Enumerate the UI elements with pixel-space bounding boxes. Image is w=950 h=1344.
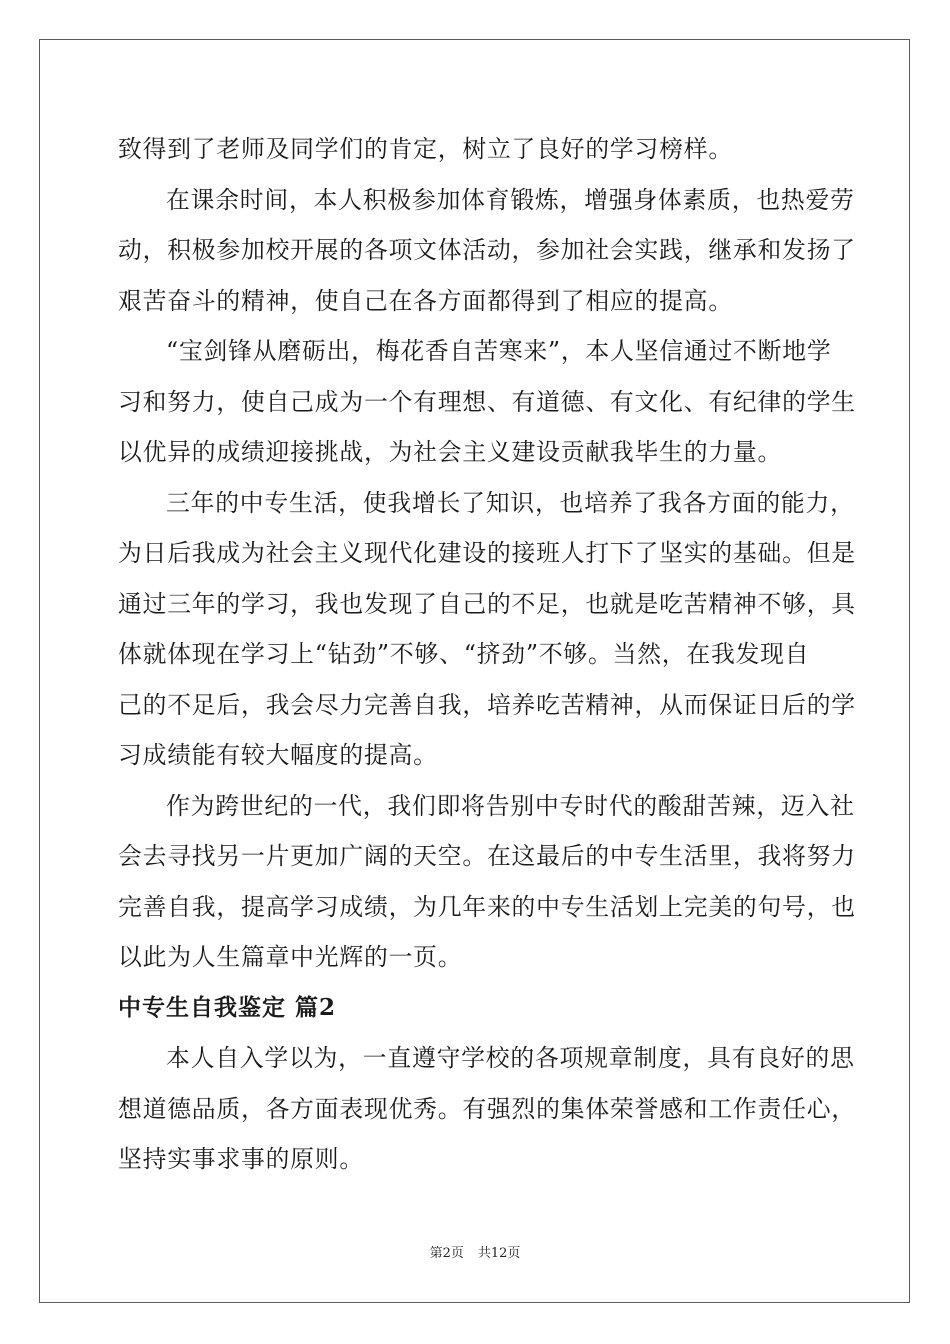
text-line: 作为跨世纪的一代，我们即将告别中专时代的酸甜苦辣，迈入社 <box>166 791 855 820</box>
paragraph-1 <box>118 124 834 175</box>
text-line: 致得到了老师及同学们的肯定，树立了良好的学习榜样。 <box>118 135 733 163</box>
text-line: 以此为人生篇章中光辉的一页。 <box>118 943 463 971</box>
text-line: 想道德品质，各方面表现优秀。有强烈的集体荣誉感和工作责任心， <box>118 1094 856 1123</box>
text-line: 体就体现在学习上“钻劲”不够、“挤劲”不够。当然，在我发现自 <box>118 640 810 668</box>
text-line: 三年的中专生活，使我增长了知识，也培养了我各方面的能力， <box>166 488 855 517</box>
paragraph-6 <box>118 1033 856 1185</box>
text-line: 己的不足后，我会尽力完善自我，培养吃苦精神，从而保证日后的学 <box>118 690 856 719</box>
text-line: 习成绩能有较大幅度的提高。 <box>118 741 438 769</box>
text-line: 为日后我成为社会主义现代化建设的接班人打下了坚实的基础。但是 <box>118 539 856 567</box>
paragraph-3 <box>118 326 856 478</box>
text-line: 坚持实事求事的原则。 <box>118 1145 364 1173</box>
page-number: 第2页 <box>429 1246 464 1261</box>
text-line: 习和努力，使自己成为一个有理想、有道德、有文化、有纪律的学生 <box>118 387 856 416</box>
text-line: “宝剑锋从磨砺出，梅花香自苦寒来”，本人坚信通过不断地学 <box>166 337 832 365</box>
section-heading: 中专生自我鉴定 篇2 <box>118 993 337 1021</box>
text-line: 动，积极参加校开展的各项文体活动，参加社会实践，继承和发扬了 <box>118 236 856 264</box>
text-line: 完善自我，提高学习成绩，为几年来的中专生活划上完美的句号，也 <box>118 892 856 921</box>
paragraph-4 <box>118 478 856 781</box>
text-line: 本人自入学以为，一直遵守学校的各项规章制度，具有良好的思 <box>166 1044 855 1072</box>
document-body <box>118 124 856 1185</box>
text-line: 在课余时间，本人积极参加体育锻炼，增强身体素质，也热爱劳 <box>166 185 855 214</box>
total-pages: 共12页 <box>477 1246 521 1261</box>
text-line: 通过三年的学习，我也发现了自己的不足，也就是吃苦精神不够，具 <box>118 589 856 618</box>
text-line: 艰苦奋斗的精神，使自己在各方面都得到了相应的提高。 <box>118 286 733 315</box>
page-footer <box>0 1242 950 1261</box>
paragraph-5 <box>118 781 856 983</box>
paragraph-2 <box>118 175 856 327</box>
text-line: 以优异的成绩迎接挑战，为社会主义建设贡献我毕生的力量。 <box>118 438 783 466</box>
text-line: 会去寻找另一片更加广阔的天空。在这最后的中专生活里，我将努力 <box>118 842 856 870</box>
